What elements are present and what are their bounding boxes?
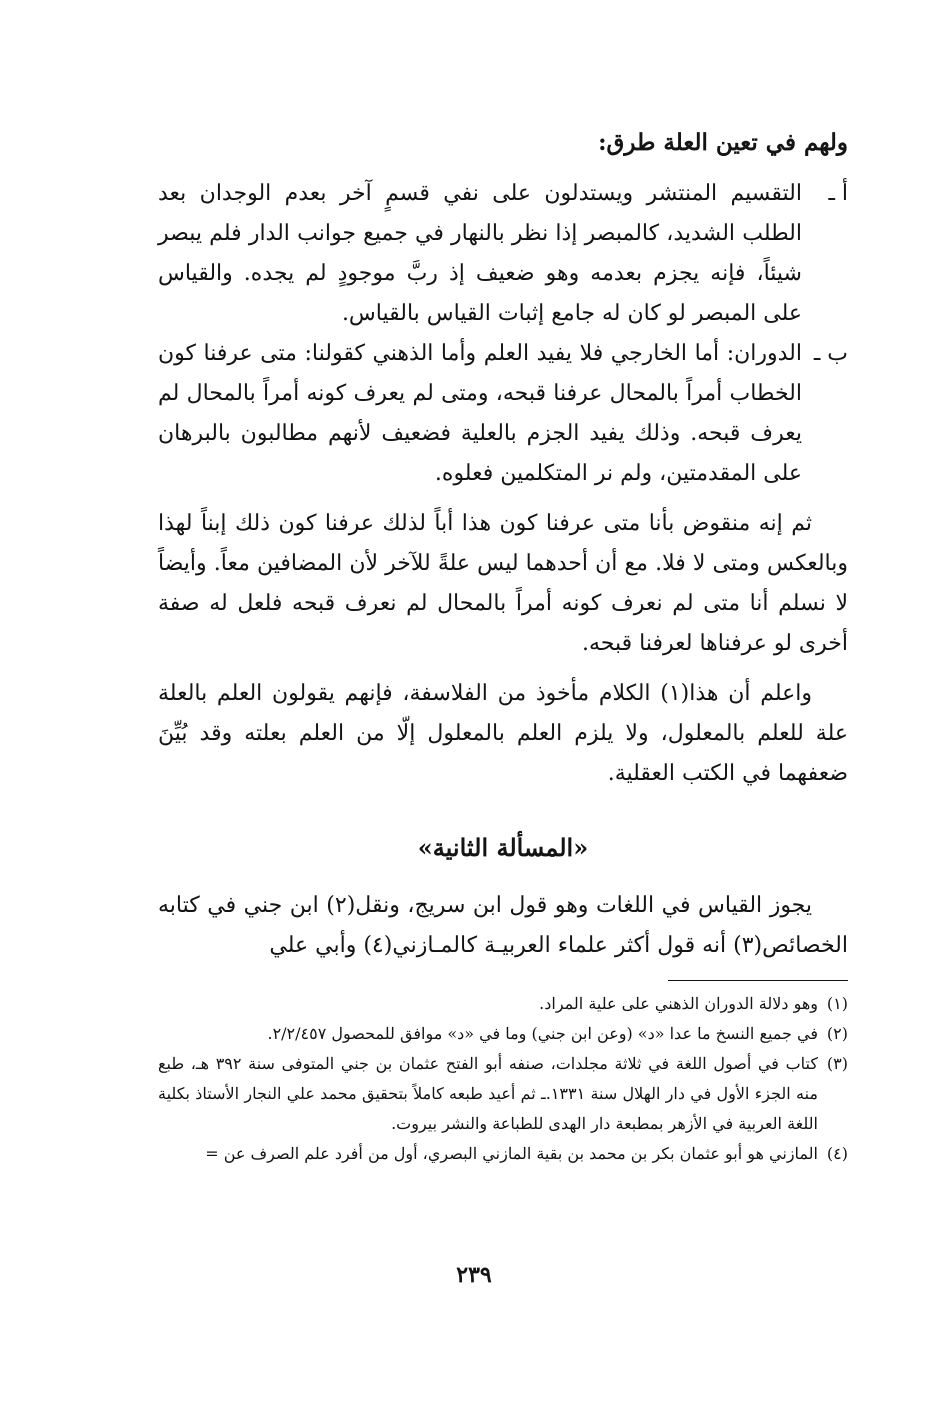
footnote-text: في جميع النسخ ما عدا «د» (وعن ابن جني) وما في «د» موافق للمحصول ٢/٢/٤٥٧. bbox=[267, 1024, 818, 1043]
footnote bbox=[158, 1139, 848, 1169]
section-paragraph: يجوز القياس في اللغات وهو قول ابن سريج، ونقل(٢) ابن جني في كتابه الخصائص(٣) أنه قول أكثر علماء العربيـة كالمـازني(٤) وأبي علي bbox=[158, 893, 848, 958]
footnote bbox=[158, 989, 848, 1019]
page-number: ٢٣٩ bbox=[456, 1262, 492, 1288]
footnote bbox=[158, 1019, 848, 1049]
list-marker: ب ـ bbox=[813, 341, 848, 366]
footnote-text: وهو دلالة الدوران الذهني على علية المراد. bbox=[539, 994, 818, 1013]
paragraph: ثم إنه منقوض بأنا متى عرفنا كون هذا أباً لذلك عرفنا كون ذلك إبناً لهذا وبالعكس ومتى لا فلا. مع أن أحدهما ليس علةً للآخر لأن المضافين معاً. وأيضاً لا نسلم أنا متى لم نعرف كونه أمراً بالمحال لم نعرف قبحه فلعل له صفة أخرى لو عرفناها لعرفنا قبحه. bbox=[158, 511, 848, 656]
list-item-text: الدوران: أما الخارجي فلا يفيد العلم وأما الذهني كقولنا: متى عرفنا كون الخطاب أمراً بالمحال عرفنا قبحه، ومتى لم يعرف كونه أمراً بالمحال لم يعرف قبحه. وذلك يفيد الجزم بالعلية فضعيف لأنهم مطالبون بالبرهان على المقدمتين، ولم نر المتكلمين فعلوه. bbox=[158, 341, 802, 486]
footnote-number: (٢) bbox=[826, 1024, 848, 1043]
list-item-text: التقسيم المنتشر ويستدلون على نفي قسمٍ آخر بعدم الوجدان بعد الطلب الشديد، كالمبصر إذا نظر بالنهار في جميع جوانب الدار فلم يبصر شيئاً، فإنه يجزم بعدمه وهو ضعيف إذ ربَّ موجودٍ لم يجده. والقياس على المبصر لو كان له جامع إثبات القياس بالقياس. bbox=[158, 181, 802, 326]
paragraph: واعلم أن هذا(١) الكلام مأخوذ من الفلاسفة، فإنهم يقولون العلم بالعلة علة للعلم بالمعلول، ولا يلزم العلم بالمعلول إلّا من العلم بعلته وقد بُيِّنَ ضعفهما في الكتب العقلية. bbox=[158, 681, 848, 786]
footnote-text: المازني هو أبو عثمان بكر بن محمد بن بقية المازني البصري، أول من أفرد علم الصرف عن = bbox=[205, 1144, 818, 1163]
footnote-divider bbox=[668, 980, 848, 981]
footnote-number: (٤) bbox=[826, 1144, 848, 1163]
footnote-text: كتاب في أصول اللغة في ثلاثة مجلدات، صنفه أبو الفتح عثمان بن جني المتوفى سنة ٣٩٢ هـ، طبع منه الجزء الأول في دار الهلال سنة ١٣٣١.ـ ثم أعيد طبعه كاملاً بتحقيق محمد علي النجار الأستاذ بكلية اللغة العربية في الأزهر بمطبعة دار الهدى للطباعة والنشر بيروت. bbox=[158, 1054, 818, 1133]
section-title: «المسألة الثانية» bbox=[417, 833, 589, 862]
footnote-number: (١) bbox=[826, 994, 848, 1013]
list-item-b bbox=[158, 334, 848, 494]
page-body bbox=[158, 125, 848, 1305]
list-marker: أ ـ bbox=[828, 181, 848, 206]
list-item-a bbox=[158, 174, 848, 334]
intro-heading: ولهم في تعين العلة طرق: bbox=[598, 129, 848, 156]
footnote-number: (٣) bbox=[826, 1054, 848, 1073]
footnote bbox=[158, 1049, 848, 1139]
